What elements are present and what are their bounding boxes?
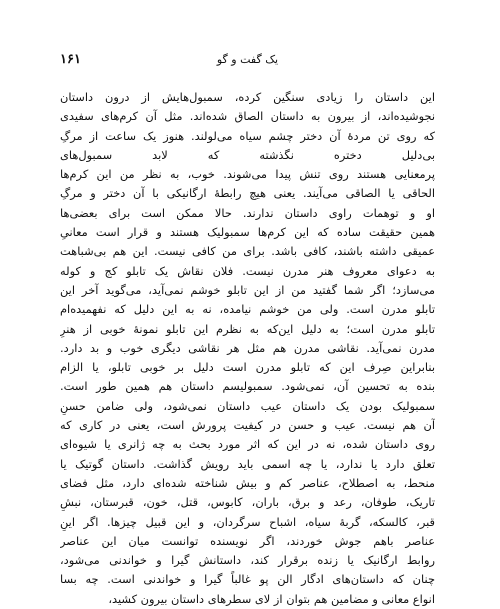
text-line: الحاقی یا الصاقی می‌آیند. یعنی هیچ رابطهٔ ارگانیکی با آن دختر و مرگِ (60, 186, 435, 201)
text-line: آن هم نیست. عیب و حسن در کیفیت پرورش است، یعنی در کاری که (60, 418, 435, 433)
text-line: عمیقی داشته باشند، کافی باشد. برای من کافی نیست. این هم بی‌شباهت (60, 244, 435, 259)
text-line: که روی تن مردهٔ آن دختر چشم سیاه می‌لولند. هنوز یک ساعت از مرگِ (60, 128, 435, 143)
text-line: به دعوای معروف هنر مدرن نیست. فلان نقاش یک تابلو کج و کوله (60, 263, 435, 278)
text-line: عناصر باهم جوش خوردند، اگر نویسنده توانست میان این عناصر (60, 533, 435, 548)
text-line: می‌سازد؛ اگر شما گفتید من از این تابلو خوشم نمی‌آید، می‌گوید آخر این (60, 282, 435, 297)
text-line: این داستان را زیادی سنگین کرده، سمبول‌هایش از درون داستان (60, 90, 435, 104)
text-line: قبر، کالسکه، گربهٔ سیاه، اشباح سرگردان، و این قبیل چیزها. اگر اینِ (60, 514, 435, 529)
text-line: سمبولیک بودن یک داستان عیب داستان نمی‌شود، ولی ضامن حسنِ (60, 398, 435, 413)
text-line: نجوشیده‌اند، از بیرون به داستان الصاق شده‌اند. مثل آن کرم‌های سفیدی (60, 109, 435, 124)
text-line: تابلو مدرن است. ولی من خوشم نیامده، نه به این دلیل که نفهمیده‌ام (60, 302, 435, 317)
running-title: یک گفت و گو (216, 53, 279, 66)
text-line: تاریک، طوفان، رعد و برق، باران، کابوس، قتل، خون، قبرستان، نبشِ (60, 495, 435, 510)
text-line: او و توهمات راوی داستان ندارند. حالا ممکن است برای بعضی‌ها (60, 205, 435, 220)
text-line: انواع معانی و مضامین هم بتوان از لای سطرهای داستان بیرون کشید، (108, 591, 435, 606)
text-line: همین حقیقت ساده که این کرم‌ها سمبولیک هستند و قرار است معانیِ (60, 225, 435, 240)
body-text (60, 88, 435, 609)
text-line: مدرن نمی‌آید. نقاشی مدرن هم مثل هر نقاشی دیگری خوب و بد دارد. (60, 340, 435, 355)
text-line: تابلو مدرن است؛ به دلیل این‌که به نظرم این تابلو نمونهٔ خوبی از هنرِ (60, 321, 435, 336)
text-line: بی‌دلیل دختره نگذشته که لابد سمبول‌های (60, 147, 435, 162)
page-header (60, 52, 435, 72)
text-line: چنان که داستان‌های ادگار الن پو غالباً گیرا و خواندنی است. چه بسا (60, 572, 435, 587)
text-line: پرمعنایی هستند روی تنش پیدا می‌شوند. خوب، به نظر من این کرم‌ها (60, 167, 435, 182)
text-line: منحط، به اصطلاح، عناصر کم و بیش شناخته شده‌ای دارد، مثل فضای (60, 475, 435, 490)
text-line: روی داستان شده، نه در این که اثر مورد بحث به چه ژانری یا شیوه‌ای (60, 437, 435, 452)
text-line: تعلق دارد یا ندارد، یا چه اسمی باید رویش گذاشت. داستان گوتیک یا (60, 456, 435, 471)
text-line: بنده به تحسین آن، نمی‌شود. سمبولیسم داستان هم همین طور است. (60, 379, 435, 394)
text-line: بنابراین صِرف این که تابلو مدرن است دلیل بر خوبی تابلو، یا الزام (60, 360, 435, 375)
text-line: روابط ارگانیک یا زنده برقرار کند، داستانش گیرا و خواندنی می‌شود، (60, 553, 435, 568)
page-number: ۱۶۱ (60, 52, 81, 67)
